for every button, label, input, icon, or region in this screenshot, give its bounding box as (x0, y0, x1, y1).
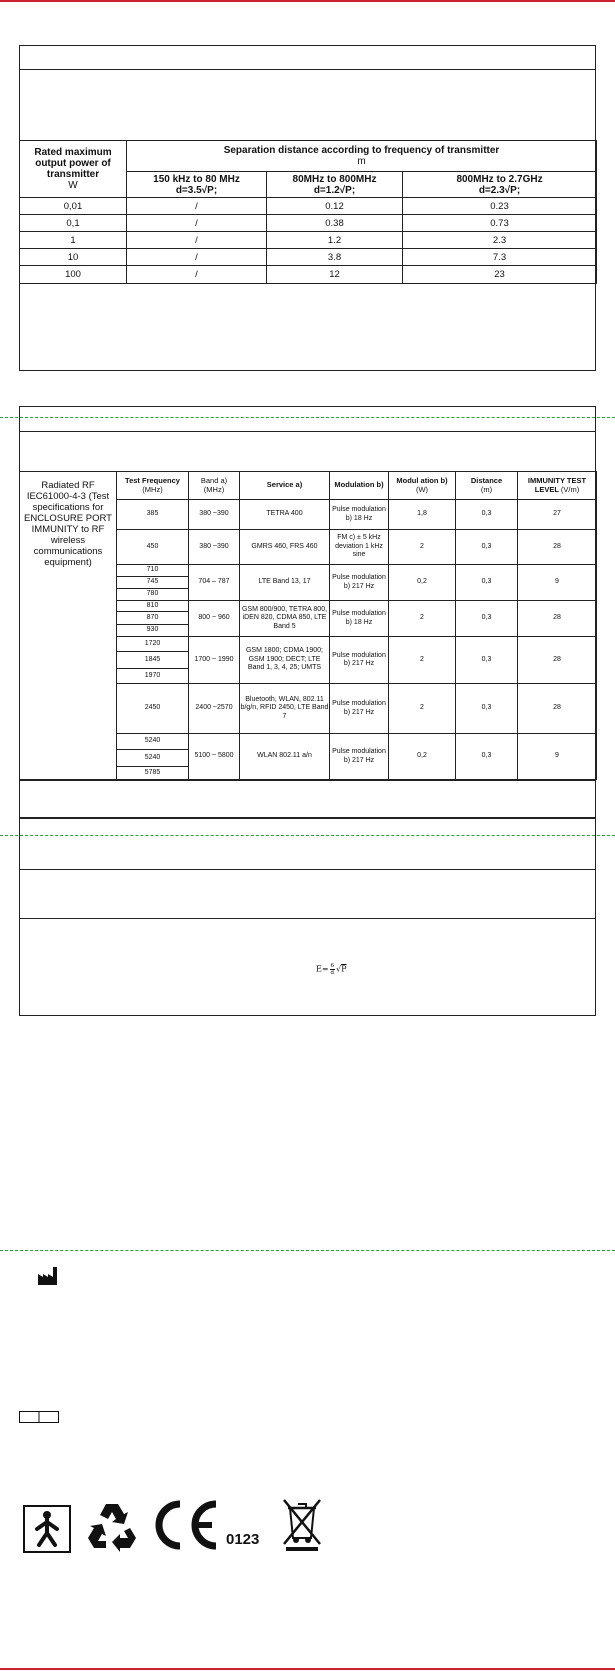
service-cell: GMRS 460, FRS 460 (240, 530, 330, 565)
distance-cell: 0,3 (456, 500, 518, 530)
band-range: 80MHz to 800MHz (292, 173, 377, 185)
manufacturer-icon (37, 1266, 59, 1291)
distance-cell: / (127, 232, 267, 249)
power-cell: 1,8 (389, 500, 456, 530)
distance-header (456, 472, 518, 500)
power-header-unit: W (68, 180, 78, 191)
power-cell: 2 (389, 684, 456, 734)
formula-lhs: E= (316, 964, 329, 974)
sqrt-symbol: √P (504, 184, 517, 196)
distance-cell: 0,3 (456, 565, 518, 601)
formula-radicand: P (341, 964, 347, 974)
radiated-rf-label: Radiated RF IEC61000-4-3 (Test specifications for ENCLOSURE PORT IMMUNITY to RF wireless communications equipment) (20, 472, 117, 780)
service-cell: TETRA 400 (240, 500, 330, 530)
band-formula: d=2.3 (478, 184, 505, 196)
distance-cell: / (127, 249, 267, 266)
band-header (189, 472, 240, 500)
power-cell: 100 (20, 266, 127, 284)
distance-header-unit: m (357, 156, 366, 167)
freq-header (117, 472, 189, 500)
distance-cell: 0.73 (403, 215, 597, 232)
level-cell: 27 (518, 500, 597, 530)
distance-cell: 0,3 (456, 637, 518, 684)
freq-cell: 710 (117, 565, 189, 577)
power-header (389, 472, 456, 500)
formula-numerator: 6 (330, 963, 335, 969)
service-cell: WLAN 802.11 a/n (240, 734, 330, 780)
recycle-icon (86, 1500, 138, 1557)
formula-suffix: ; (351, 184, 356, 196)
band-header-label: Band a) (200, 476, 228, 485)
power-header-label: Modul ation b) (396, 476, 448, 485)
distance-cell: 2.3 (403, 232, 597, 249)
service-cell: LTE Band 13, 17 (240, 565, 330, 601)
field-strength-formula: E= $\frac{6}{d}$ √P (316, 963, 347, 976)
distance-cell: 12 (267, 266, 403, 284)
distance-header-unit: (m) (480, 484, 493, 494)
band-cell: 380 ~390 (189, 500, 240, 530)
freq-header-label: Test Frequency (125, 476, 180, 485)
power-header-label: Rated maximum output power of transmitter (34, 147, 112, 180)
formula-section (19, 818, 596, 1016)
band-formula: d=1.2 (313, 184, 340, 196)
distance-cell: / (127, 266, 267, 284)
power-cell: 2 (389, 637, 456, 684)
weee-bin-icon (280, 1496, 324, 1557)
freq-cell: 450 (117, 530, 189, 565)
distance-cell: 1.2 (267, 232, 403, 249)
level-cell: 9 (518, 565, 597, 601)
freq-cell: 810 (117, 601, 189, 612)
formula-divider-1 (19, 869, 596, 870)
cut-line (0, 1250, 615, 1251)
level-cell: 28 (518, 530, 597, 565)
modulation-cell: Pulse modulation b) 217 Hz (330, 637, 389, 684)
modulation-cell: Pulse modulation b) 18 Hz (330, 500, 389, 530)
freq-cell: 1720 (117, 637, 189, 652)
power-header-unit: (W) (415, 484, 429, 494)
distance-cell: / (127, 215, 267, 232)
sqrt-symbol: √P (201, 184, 214, 196)
freq-cell: 5240 (117, 734, 189, 750)
level-cell: 28 (518, 637, 597, 684)
service-cell: Bluetooth, WLAN, 802.11 b/g/n, RFID 2450, LTE Band 7 (240, 684, 330, 734)
top-red-rule (0, 0, 615, 2)
power-cell: 0,2 (389, 734, 456, 780)
level-cell: 28 (518, 601, 597, 637)
freq-cell: 1970 (117, 669, 189, 684)
immunity-title-divider (19, 431, 596, 432)
table-row (20, 249, 597, 266)
modulation-cell: Pulse modulation b) 18 Hz (330, 601, 389, 637)
distance-header-label: Separation distance according to frequency of transmitter (223, 145, 500, 156)
level-header (518, 472, 597, 500)
freq-cell: 870 (117, 612, 189, 625)
freq-cell: 1845 (117, 652, 189, 669)
freq-cell: 5785 (117, 767, 189, 780)
modulation-cell: FM c) ± 5 kHz deviation 1 kHz sine (330, 530, 389, 565)
power-cell: 0,01 (20, 198, 127, 215)
band-range: 800MHz to 2.7GHz (456, 173, 543, 185)
band-range: 150 kHz to 80 MHz (153, 173, 240, 185)
modulation-cell: Pulse modulation b) 217 Hz (330, 684, 389, 734)
small-label-box (19, 1410, 59, 1428)
distance-header-label: Distance (470, 476, 503, 485)
table-row (20, 198, 597, 215)
formula-fraction (330, 963, 336, 976)
freq-cell: 745 (117, 577, 189, 589)
separation-title-divider (19, 69, 596, 70)
notified-body-number: 0123 (226, 1531, 260, 1548)
band-cell: 380 ~390 (189, 530, 240, 565)
freq-cell: 780 (117, 589, 189, 601)
distance-cell: 0,3 (456, 530, 518, 565)
distance-cell: 0,3 (456, 684, 518, 734)
distance-cell: 0,3 (456, 734, 518, 780)
modulation-cell: Pulse modulation b) 217 Hz (330, 734, 389, 780)
distance-cell: 23 (403, 266, 597, 284)
band-header-2 (267, 172, 403, 198)
formula-divider-2 (19, 918, 596, 919)
distance-header (127, 141, 597, 172)
formula-suffix: ; (516, 184, 521, 196)
power-cell: 0,2 (389, 565, 456, 601)
service-cell: GSM 800/900, TETRA 800, iDEN 820, CDMA 850, LTE Band 5 (240, 601, 330, 637)
distance-cell: / (127, 198, 267, 215)
level-cell: 9 (518, 734, 597, 780)
band-header-1 (127, 172, 267, 198)
band-header-unit: (MHz) (203, 484, 225, 494)
freq-cell: 2450 (117, 684, 189, 734)
band-header-3 (403, 172, 597, 198)
power-header (20, 141, 127, 198)
band-cell: 5100 ~ 5800 (189, 734, 240, 780)
formula-denominator: d (330, 970, 335, 976)
distance-cell: 0,3 (456, 601, 518, 637)
band-cell: 800 ~ 960 (189, 601, 240, 637)
band-formula: d=3.5 (175, 184, 202, 196)
sqrt-symbol: √P (339, 184, 352, 196)
level-header-unit: (V/m) (560, 484, 580, 494)
table-row (20, 232, 597, 249)
distance-cell: 0.23 (403, 198, 597, 215)
freq-header-unit: (MHz) (142, 484, 163, 494)
distance-cell: 7.3 (403, 249, 597, 266)
freq-cell: 385 (117, 500, 189, 530)
type-bf-icon (23, 1505, 71, 1558)
immunity-note-divider (19, 780, 596, 781)
service-header: Service a) (240, 472, 330, 500)
power-cell: 1 (20, 232, 127, 249)
formula-suffix: ; (213, 184, 218, 196)
band-cell: 704 – 787 (189, 565, 240, 601)
power-cell: 2 (389, 601, 456, 637)
distance-cell: 3.8 (267, 249, 403, 266)
distance-cell: 0.12 (267, 198, 403, 215)
table-row (20, 266, 597, 284)
modulation-cell: Pulse modulation b) 217 Hz (330, 565, 389, 601)
freq-cell: 930 (117, 625, 189, 637)
modulation-header: Modulation b) (330, 472, 389, 500)
separation-distance-table (19, 140, 597, 284)
rf-immunity-table (19, 471, 597, 780)
ce-mark-icon (152, 1500, 220, 1555)
distance-cell: 0.38 (267, 215, 403, 232)
level-header-label: IMMUNITY TEST LEVEL (527, 476, 587, 494)
power-cell: 10 (20, 249, 127, 266)
table-row (20, 215, 597, 232)
band-cell: 2400 ~2570 (189, 684, 240, 734)
bottom-red-rule (0, 1668, 615, 1670)
freq-cell: 5240 (117, 750, 189, 767)
band-cell: 1700 ~ 1990 (189, 637, 240, 684)
power-cell: 0,1 (20, 215, 127, 232)
level-cell: 28 (518, 684, 597, 734)
service-cell: GSM 1800; CDMA 1900; GSM 1900; DECT; LTE Band 1, 3, 4, 25; UMTS (240, 637, 330, 684)
power-cell: 2 (389, 530, 456, 565)
